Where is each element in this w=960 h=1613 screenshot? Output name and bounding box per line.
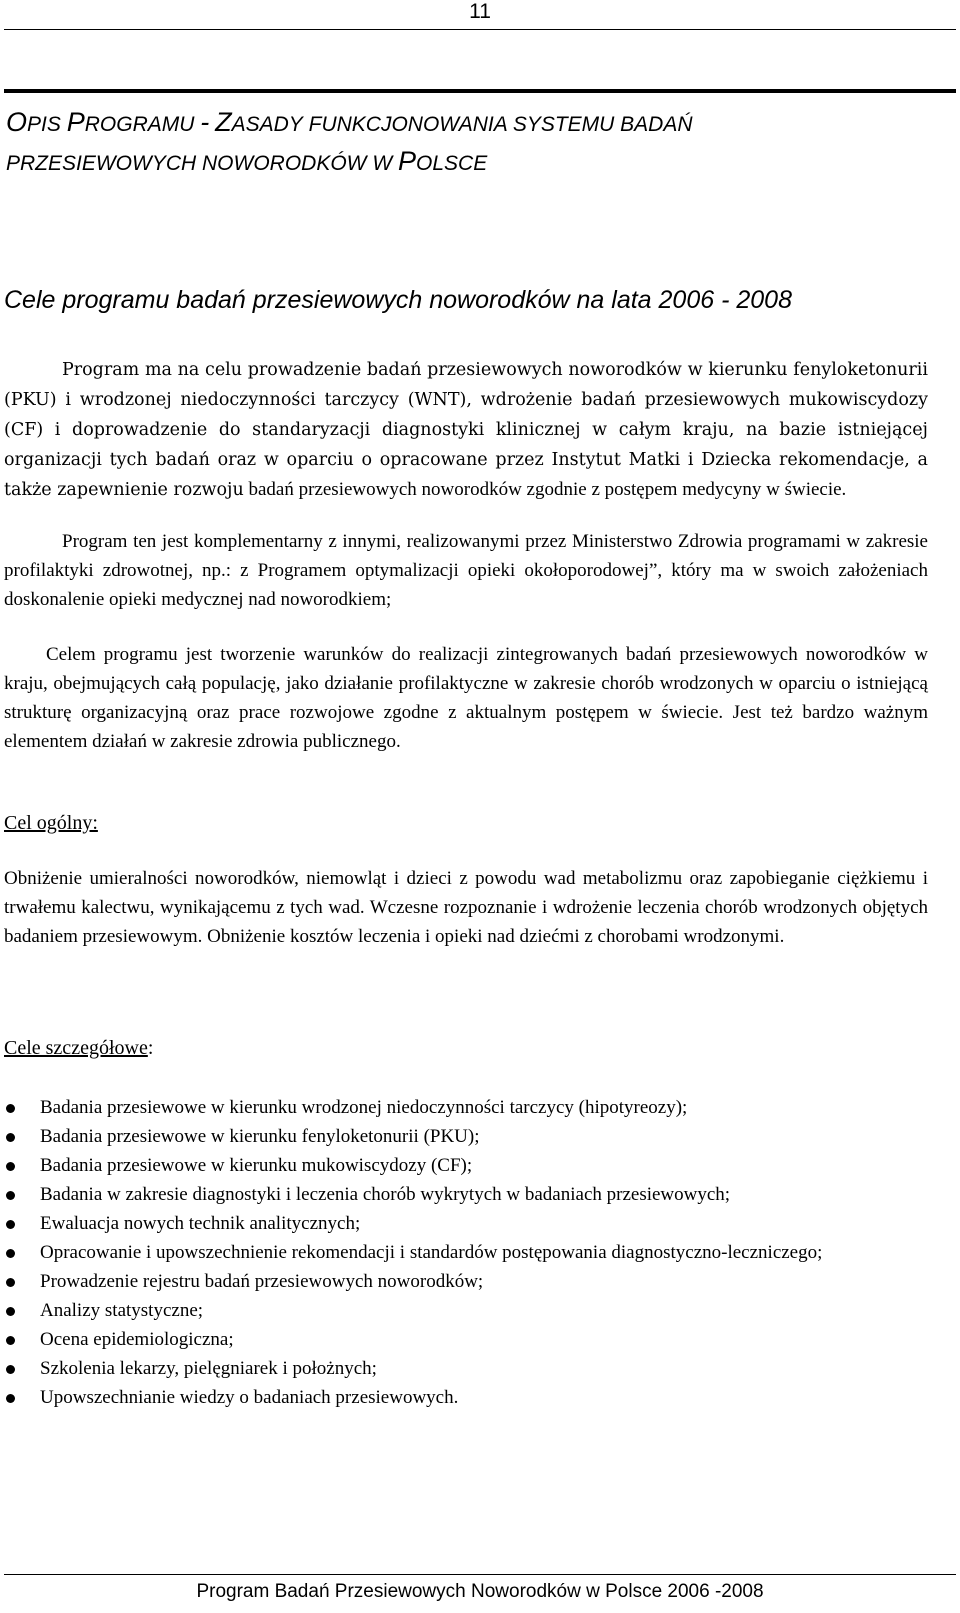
section-title: Cele programu badań przesiewowych noworodków na lata 2006 - 2008 [4,286,792,314]
intro-paragraph-2: Program ten jest komplementarny z innymi, realizowanymi przez Ministerstwo Zdrowia programami w zakresie profilaktyki zdrowotnej, np.: z Programem optymalizacji opieki okołoporodowej”, który ma w swoich założeniach doskonalenie opieki medycznej nad noworodkiem; [4,531,928,610]
list-item: Opracowanie i upowszechnienie rekomendacji i standardów postępowania diagnostyczno-leczniczego; [4,1238,928,1267]
bullet-icon [6,1394,15,1403]
intro-paragraph-1a: Program ma na celu prowadzenie badań przesiewowych noworodków w kierunku fenyloketonurii (PKU) i wrodzonej niedoczynności tarczycy (WNT), wdrożenie badań przesiewowych mukowiscydozy (CF) i doprowadzenie do standaryzacji diagnostyki klinicznej w całym kraju, na bazie istniejącej organizacji tych badań oraz w oparciu o opracowane przez Instytut Matki i Dziecka rekomendacje, a także zapewnienie rozwoju [4,360,928,500]
footer-rule [4,1574,956,1575]
detailed-goals-list [4,1093,928,1412]
general-goal-heading: Cel ogólny: [4,812,98,834]
list-item: Analizy statystyczne; [4,1296,928,1325]
list-item: Badania przesiewowe w kierunku wrodzonej niedoczynności tarczycy (hipotyreozy); [4,1093,928,1122]
list-item: Badania w zakresie diagnostyki i leczenia chorób wykrytych w badaniach przesiewowych; [4,1180,928,1209]
detailed-goals-heading: Cele szczegółowe: [4,1037,154,1059]
bullet-icon [6,1133,15,1142]
bullet-icon [6,1249,15,1258]
bullet-icon [6,1191,15,1200]
general-goal-text: Obniżenie umieralności noworodków, niemowląt i dzieci z powodu wad metabolizmu oraz zapobieganie ciężkiemu i trwałemu kalectwu, wynikającemu z tych wad. Wczesne rozpoznanie i wdrożenie leczenia chorób wrodzonych objętych badaniem przesiewowym. Obniżenie kosztów leczenia i opieki nad dziećmi z chorobami wrodzonymi. [4,868,928,947]
list-item: Prowadzenie rejestru badań przesiewowych noworodków; [4,1267,928,1296]
bullet-icon [6,1278,15,1287]
bullet-icon [6,1104,15,1113]
bullet-icon [6,1336,15,1345]
list-item: Szkolenia lekarzy, pielęgniarek i położnych; [4,1354,928,1383]
header-rule [4,29,956,30]
intro-paragraph-1 [4,355,928,505]
intro-paragraph-1b: badań przesiewowych noworodków zgodnie z postępem medycyny w świecie. [248,479,847,500]
bullet-icon [6,1365,15,1374]
list-item: Ewaluacja nowych technik analitycznych; [4,1209,928,1238]
bullet-icon [6,1307,15,1316]
list-item: Badania przesiewowe w kierunku fenyloketonurii (PKU); [4,1122,928,1151]
page-footer: Program Badań Przesiewowych Noworodków w Polsce 2006 -2008 [196,1581,764,1602]
chapter-rule [4,89,956,93]
page-number: 11 [469,0,491,23]
list-item: Upowszechnianie wiedzy o badaniach przesiewowych. [4,1383,928,1412]
bullet-icon [6,1220,15,1229]
list-item: Ocena epidemiologiczna; [4,1325,928,1354]
bullet-icon [6,1162,15,1171]
chapter-title: OPIS PROGRAMU - ZASADY FUNKCJONOWANIA SYSTEMU BADAŃ PRZESIEWOWYCH NOWORODKÓW W POLSCE [6,107,693,176]
intro-paragraph-3: Celem programu jest tworzenie warunków do realizacji zintegrowanych badań przesiewowych noworodków w kraju, obejmujących całą populację, jako działanie profilaktyczne w zakresie chorób wrodzonych w oparciu o istniejącą strukturę organizacyjną oraz prace rozwojowe zgodne z aktualnym postępem w świecie. Jest też bardzo ważnym elementem działań w zakresie zdrowia publicznego. [4,644,928,752]
list-item: Badania przesiewowe w kierunku mukowiscydozy (CF); [4,1151,928,1180]
